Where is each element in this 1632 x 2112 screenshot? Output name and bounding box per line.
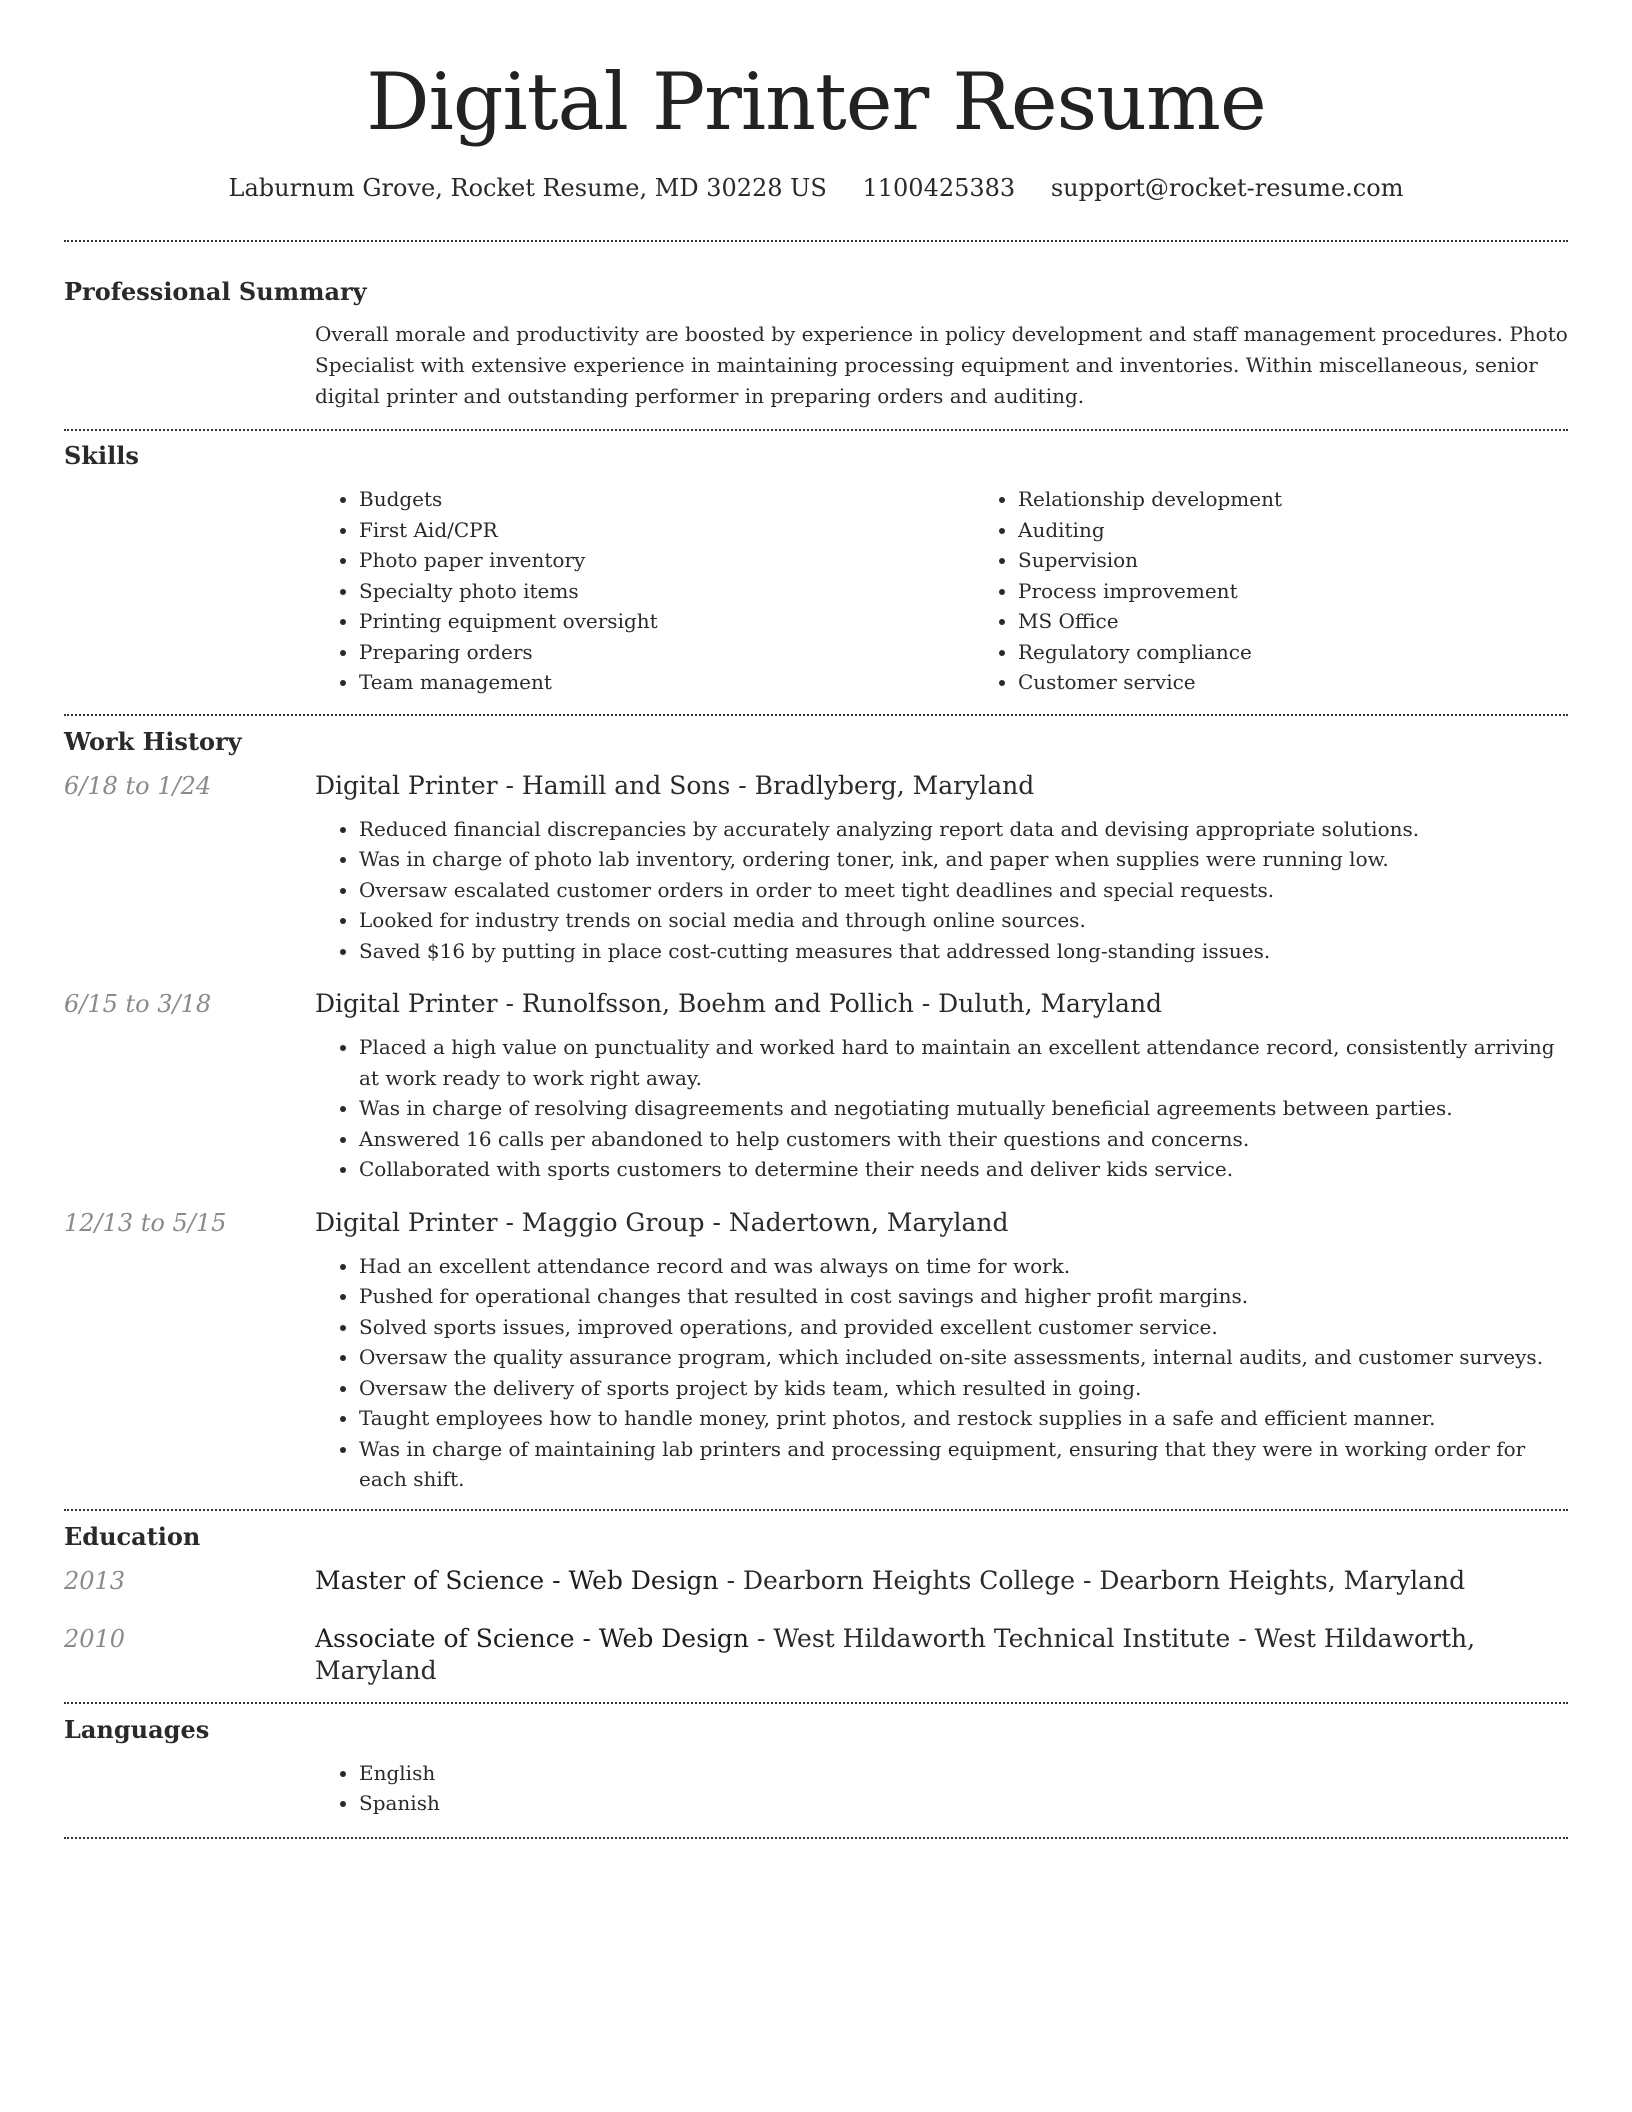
job-bullet: • Was in charge of maintaining lab printers and processing equipment, ensuring that they were in working order for each shift.: [359, 1434, 1568, 1495]
section-heading-work: Work History: [64, 726, 242, 756]
skill-item: • MS Office: [1018, 606, 1568, 637]
education-year: 2013: [64, 1566, 126, 1595]
contact-line: [64, 172, 1568, 204]
job-dates: 6/18 to 1/24: [64, 771, 212, 800]
contact-phone: 1100425383: [862, 174, 1016, 202]
skill-item: • Supervision: [1018, 545, 1568, 576]
job-bullet: • Solved sports issues, improved operations, and provided excellent customer service.: [359, 1312, 1568, 1343]
skill-item: • Relationship development: [1018, 484, 1568, 515]
education-section: [64, 1511, 1568, 1702]
job-entry: [64, 988, 1568, 1185]
job-bullet: • Pushed for operational changes that resulted in cost savings and higher profit margins.: [359, 1281, 1568, 1312]
divider: [64, 1837, 1568, 1839]
job-bullet: • Oversaw the delivery of sports project by kids team, which resulted in going.: [359, 1373, 1568, 1404]
job-entry: [64, 1207, 1568, 1495]
job-bullet: • Was in charge of photo lab inventory, ordering toner, ink, and paper when supplies were running low.: [359, 844, 1568, 875]
education-school: - West Hildaworth Technical Institute - West Hildaworth, Maryland: [315, 1623, 1476, 1685]
education-school: - Dearborn Heights College - Dearborn Heights, Maryland: [718, 1565, 1466, 1595]
job-dates: 6/15 to 3/18: [64, 990, 212, 1018]
work-history-section: [64, 716, 1568, 1509]
job-title: Digital Printer - Hamill and Sons - Bradlyberg, Maryland: [315, 770, 1035, 800]
skill-item: • Auditing: [1018, 515, 1568, 546]
job-bullet: • Had an excellent attendance record and was always on time for work.: [359, 1251, 1568, 1282]
job-bullet: • Oversaw the quality assurance program, which included on-site assessments, internal audits, and customer surveys.: [359, 1342, 1568, 1373]
job-bullet: • Taught employees how to handle money, print photos, and restock supplies in a safe and efficient manner.: [359, 1403, 1568, 1434]
job-entry: [64, 770, 1568, 967]
skill-item: • Printing equipment oversight: [359, 606, 974, 637]
job-bullet: • Was in charge of resolving disagreements and negotiating mutually beneficial agreements between parties.: [359, 1093, 1568, 1124]
resume-title: Digital Printer Resume: [366, 56, 1266, 148]
job-bullet: • Collaborated with sports customers to determine their needs and deliver kids service.: [359, 1154, 1568, 1185]
jobs-list: [64, 770, 1568, 1509]
section-heading-languages: Languages: [64, 1714, 210, 1744]
job-bullets: [315, 1251, 1568, 1495]
contact-email: support@rocket-resume.com: [1050, 174, 1404, 202]
education-entry: [64, 1623, 1568, 1687]
education-list: [64, 1565, 1568, 1702]
education-entry: [64, 1565, 1568, 1597]
contact-address: Laburnum Grove, Rocket Resume, MD 30228 US: [228, 174, 827, 202]
job-bullets: [315, 814, 1568, 967]
section-heading-education: Education: [64, 1521, 201, 1551]
skill-item: • Specialty photo items: [359, 576, 974, 607]
skill-item: • First Aid/CPR: [359, 515, 974, 546]
skills-list-left: [315, 484, 974, 698]
job-bullets: [315, 1032, 1568, 1185]
job-dates: 12/13 to 5/15: [64, 1208, 227, 1237]
skill-item: • Regulatory compliance: [1018, 637, 1568, 668]
language-item: • English: [359, 1758, 1568, 1789]
skills-section: [64, 431, 1568, 714]
skill-item: • Preparing orders: [359, 637, 974, 668]
skill-item: • Customer service: [1018, 667, 1568, 698]
education-degree: Master of Science - Web Design: [315, 1565, 719, 1595]
job-bullet: • Reduced financial discrepancies by accurately analyzing report data and devising appropriate solutions.: [359, 814, 1568, 845]
section-heading-summary: Professional Summary: [64, 277, 367, 306]
job-bullet: • Saved $16 by putting in place cost-cutting measures that addressed long-standing issues.: [359, 936, 1568, 967]
job-bullet: • Answered 16 calls per abandoned to help customers with their questions and concerns.: [359, 1124, 1568, 1155]
education-year: 2010: [64, 1624, 126, 1653]
skill-item: • Process improvement: [1018, 576, 1568, 607]
skill-item: • Team management: [359, 667, 974, 698]
job-title: Digital Printer - Maggio Group - Nadertown, Maryland: [315, 1207, 1009, 1237]
summary-text: Overall morale and productivity are boosted by experience in policy development and staff management procedures. Photo Specialist with extensive experience in maintaining processing equipment and inventories. Within miscellaneous, senior digital printer and outstanding performer in preparing orders and auditing.: [315, 322, 1568, 408]
skill-item: • Budgets: [359, 484, 974, 515]
languages-list: [315, 1758, 1568, 1819]
job-bullet: • Looked for industry trends on social media and through online sources.: [359, 905, 1568, 936]
job-bullet: • Oversaw escalated customer orders in order to meet tight deadlines and special requests.: [359, 875, 1568, 906]
skill-item: • Photo paper inventory: [359, 545, 974, 576]
summary-section: [64, 242, 1568, 429]
skills-list-right: [974, 484, 1568, 698]
languages-section: [64, 1704, 1568, 1837]
education-degree: Associate of Science - Web Design: [315, 1623, 750, 1653]
job-title: Digital Printer - Runolfsson, Boehm and Pollich - Duluth, Maryland: [315, 989, 1163, 1018]
language-item: • Spanish: [359, 1788, 1568, 1819]
job-bullet: • Placed a high value on punctuality and worked hard to maintain an excellent attendance record, consistently arriving at work ready to work right away.: [359, 1032, 1568, 1093]
section-heading-skills: Skills: [64, 441, 139, 470]
